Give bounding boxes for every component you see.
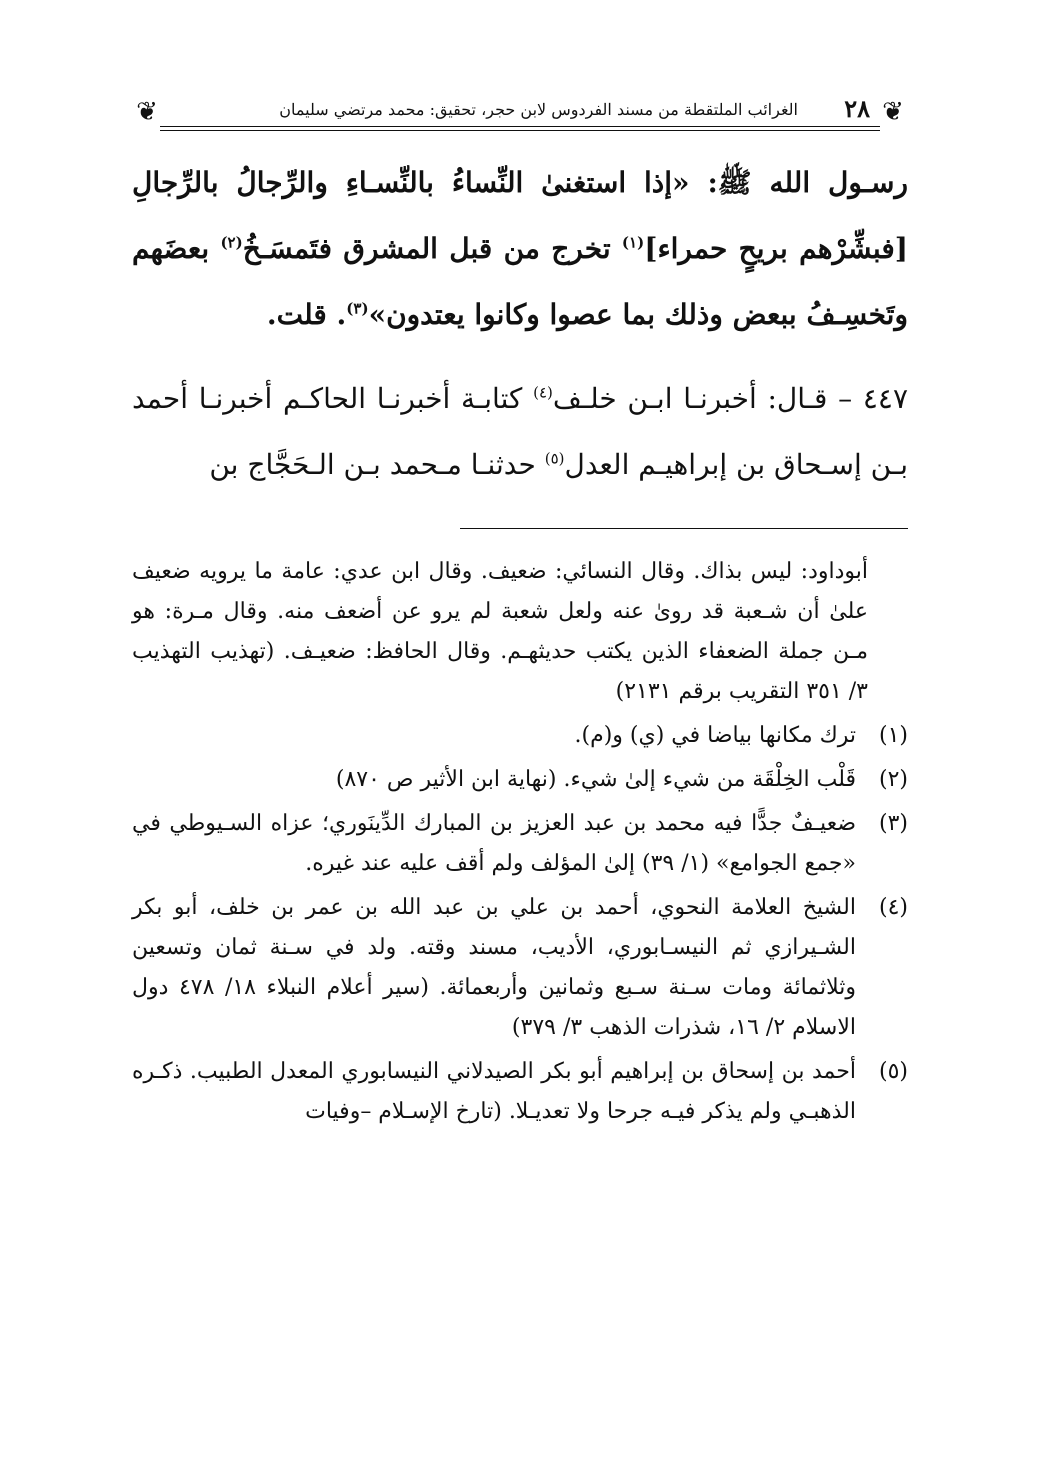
entry-447-paragraph xyxy=(132,366,908,498)
footnote-ref-3: (٣) xyxy=(346,299,369,318)
footnote-4 xyxy=(132,888,908,1048)
footnote-text: ترك مكانها بياضا في (ي) و(م). xyxy=(574,723,856,748)
header-rule-lower xyxy=(160,130,880,131)
footnote-1 xyxy=(132,716,908,756)
footnotes-section xyxy=(132,552,908,1136)
header-rule-upper xyxy=(160,126,880,127)
entry-text-c: حدثنـا مـحمد بـن الـحَجَّاج بن xyxy=(209,448,545,481)
footnote-separator xyxy=(460,528,908,529)
footnote-ref-5: (٥) xyxy=(544,449,565,468)
footnote-number: (١) xyxy=(878,723,908,748)
footnote-text: قَلْب الخِلْقَة من شيء إلىٰ شيء. (نهاية ابن الأثير ص ٨٧٠) xyxy=(335,767,856,792)
footnote-text: ضعيـفٌ جدًّا فيه محمد بن عبد العزيز بن المبارك الدِّينَوري؛ عزاه السـيوطي في «جمع الجوامع» (١/ ٣٩) إلىٰ المؤلف ولم أقف عليه عند غيره. xyxy=(132,811,856,876)
entry-text-b: كتابـة أخبرنـا الحاكـم أخبرنـا أحمد بـن إسـحاق بن إبراهيـم العدل xyxy=(132,382,908,481)
hadith-line-2c: بعضَهم وتَخسِـفُ ببعض xyxy=(132,232,908,331)
footnote-ref-4: (٤) xyxy=(533,383,553,402)
footnote-continuation: أبوداود: ليس بذاك. وقال النسائي: ضعيف. وقال ابن عدي: عامة ما يرويه ضعيف علىٰ أن شـعبة قد روىٰ عنه ولعل شعبة لم يرو عن أضعف منه. وقال مـرة: هو مـن جملة الضعفاء الذين يكتب حديثهـم. وقال الحافظ: ضعيـف. (تهذيب التهذيب ٣/ ٣٥١ التقريب برقم ٢١٣١) xyxy=(132,559,868,704)
footnote-2 xyxy=(132,760,908,800)
main-text xyxy=(132,150,908,498)
running-title: الغرائب الملتقطة من مسند الفردوس لابن حجر، تحقيق: محمد مرتضي سليمان xyxy=(279,100,798,119)
hadith-line-1: رسـول الله ﷺ: «إذا استغنىٰ النِّساءُ بالنِّسـاءِ والرِّجالُ بالرِّجالِ [فبشِّرْهم xyxy=(132,166,908,265)
footnote-number: (٤) xyxy=(878,895,908,920)
running-header xyxy=(132,92,908,136)
footnote-ref-2: (٢) xyxy=(220,233,243,252)
footnote-3 xyxy=(132,804,908,884)
footnote-number: (٣) xyxy=(878,811,908,836)
hadith-paragraph xyxy=(132,150,908,348)
footnote-5 xyxy=(132,1052,908,1132)
footnote-number: (٢) xyxy=(878,767,908,792)
page-number: ٢٨ xyxy=(844,94,870,123)
entry-text-a: ٤٤٧ – قـال: أخبرنـا ابـن خلـف xyxy=(552,382,908,415)
footnote-ref-1: (١) xyxy=(621,233,645,252)
hadith-line-3b: . قلت. xyxy=(266,298,347,331)
footnote-number: (٥) xyxy=(878,1059,908,1084)
hadith-line-2b: تخرج من قبل المشرق فتَمسَـخُ xyxy=(242,232,622,265)
header-ornament-left-icon: ❦ xyxy=(136,97,158,127)
hadith-line-2a: بريحٍ حمراء] xyxy=(644,232,788,265)
footnote-text: أحمد بن إسحاق بن إبراهيم أبو بكر الصيدلاني النيسابوري المعدل الطبيب. ذكـره الذهبـي ولم يذكر فيـه جرحا ولا تعديـلا. (تارخ الإسـلام –وفيات xyxy=(132,1059,856,1124)
header-ornament-right-icon: ❦ xyxy=(882,97,904,127)
footnote-text: الشيخ العلامة النحوي، أحمد بن علي بن عبد الله بن عمر بن خلف، أبو بكر الشـيرازي ثم النيسـابوري، الأديب، مسند وقته. ولد في سـنة ثمان وتسعين وثلاثمائة ومات سـنة سـبع وثمانين وأربعمائة. (سير أعلام النبلاء ١٨/ ٤٧٨ دول الاسلام ٢/ ١٦، شذرات الذهب ٣/ ٣٧٩) xyxy=(132,895,856,1040)
hadith-line-3a: وذلك بما عصوا وكانوا يعتدون» xyxy=(368,298,723,331)
